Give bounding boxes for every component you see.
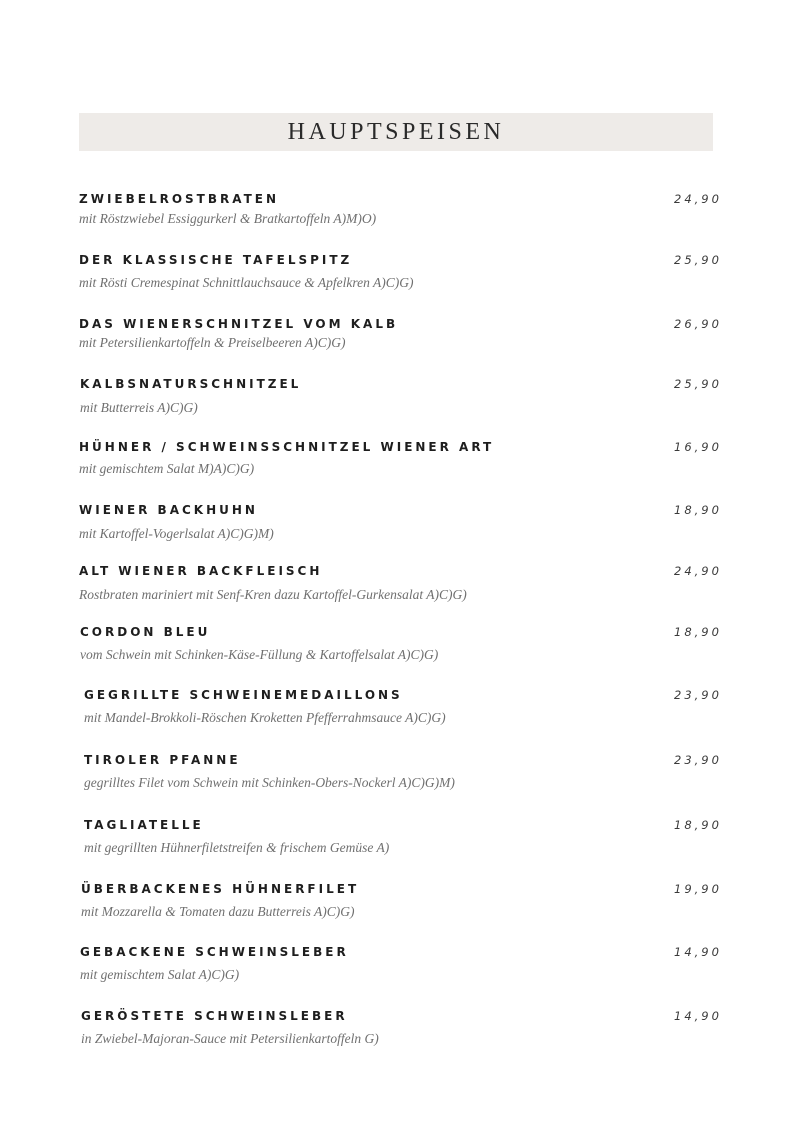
menu-item: [0, 192, 794, 242]
menu-item: [0, 688, 794, 738]
menu-item: [0, 625, 794, 675]
dish-description: in Zwiebel-Majoran-Sauce mit Petersilienkartoffeln G): [81, 1031, 379, 1046]
dish-price: 23,90: [674, 688, 722, 702]
dish-description: mit gegrillten Hühnerfiletstreifen & frischem Gemüse A): [84, 840, 390, 855]
dish-name: KALBSNATURSCHNITZEL: [80, 377, 302, 391]
dish-price: 19,90: [674, 882, 722, 896]
dish-name: ÜBERBACKENES HÜHNERFILET: [81, 882, 360, 896]
dish-price: 24,90: [674, 564, 722, 578]
page-title: HAUPTSPEISEN: [287, 119, 505, 145]
dish-description: Rostbraten mariniert mit Senf-Kren dazu Kartoffel-Gurkensalat A)C)G): [79, 587, 467, 602]
menu-item: [0, 818, 794, 868]
dish-description: mit gemischtem Salat A)C)G): [80, 967, 240, 982]
menu-item: [0, 377, 794, 427]
dish-name: CORDON BLEU: [80, 625, 211, 639]
dish-price: 18,90: [674, 503, 722, 517]
dish-name: GEGRILLTE SCHWEINEMEDAILLONS: [84, 688, 403, 702]
dish-price: 25,90: [674, 377, 722, 391]
dish-description: mit Kartoffel-Vogerlsalat A)C)G)M): [79, 526, 274, 541]
dish-description: gegrilltes Filet vom Schwein mit Schinken-Obers-Nockerl A)C)G)M): [84, 775, 455, 790]
dish-price: 16,90: [674, 440, 722, 454]
dish-name: HÜHNER / SCHWEINSSCHNITZEL WIENER ART: [79, 440, 495, 454]
dish-price: 18,90: [674, 818, 722, 832]
dish-price: 14,90: [674, 1009, 722, 1023]
dish-name: DER KLASSISCHE TAFELSPITZ: [79, 253, 353, 267]
section-header: [79, 113, 713, 151]
menu-item: [0, 317, 794, 367]
menu-item: [0, 1009, 794, 1059]
dish-name: GEBACKENE SCHWEINSLEBER: [80, 945, 349, 959]
menu-item: [0, 945, 794, 995]
dish-name: TIROLER PFANNE: [84, 753, 241, 767]
dish-name: ZWIEBELROSTBRATEN: [79, 192, 280, 206]
dish-price: 26,90: [674, 317, 722, 331]
dish-description: vom Schwein mit Schinken-Käse-Füllung & Kartoffelsalat A)C)G): [80, 647, 439, 662]
dish-description: mit Mozzarella & Tomaten dazu Butterreis A)C)G): [81, 904, 355, 919]
menu-item: [0, 882, 794, 932]
dish-price: 23,90: [674, 753, 722, 767]
dish-price: 14,90: [674, 945, 722, 959]
dish-description: mit Rösti Cremespinat Schnittlauchsauce & Apfelkren A)C)G): [79, 275, 414, 290]
dish-price: 24,90: [674, 192, 722, 206]
menu-item: [0, 503, 794, 553]
dish-name: DAS WIENERSCHNITZEL VOM KALB: [79, 317, 399, 331]
menu-item: [0, 253, 794, 303]
dish-description: mit Butterreis A)C)G): [80, 400, 198, 415]
dish-name: GERÖSTETE SCHWEINSLEBER: [81, 1009, 348, 1023]
dish-name: WIENER BACKHUHN: [79, 503, 258, 517]
menu-item: [0, 564, 794, 614]
dish-description: mit gemischtem Salat M)A)C)G): [79, 461, 255, 476]
menu-item: [0, 753, 794, 803]
dish-price: 18,90: [674, 625, 722, 639]
dish-description: mit Mandel-Brokkoli-Röschen Kroketten Pfefferrahmsauce A)C)G): [84, 710, 446, 725]
dish-name: ALT WIENER BACKFLEISCH: [79, 564, 323, 578]
dish-price: 25,90: [674, 253, 722, 267]
dish-description: mit Röstzwiebel Essiggurkerl & Bratkartoffeln A)M)O): [79, 211, 377, 226]
menu-item: [0, 440, 794, 490]
dish-name: TAGLIATELLE: [84, 818, 204, 832]
dish-description: mit Petersilienkartoffeln & Preiselbeeren A)C)G): [79, 335, 346, 350]
